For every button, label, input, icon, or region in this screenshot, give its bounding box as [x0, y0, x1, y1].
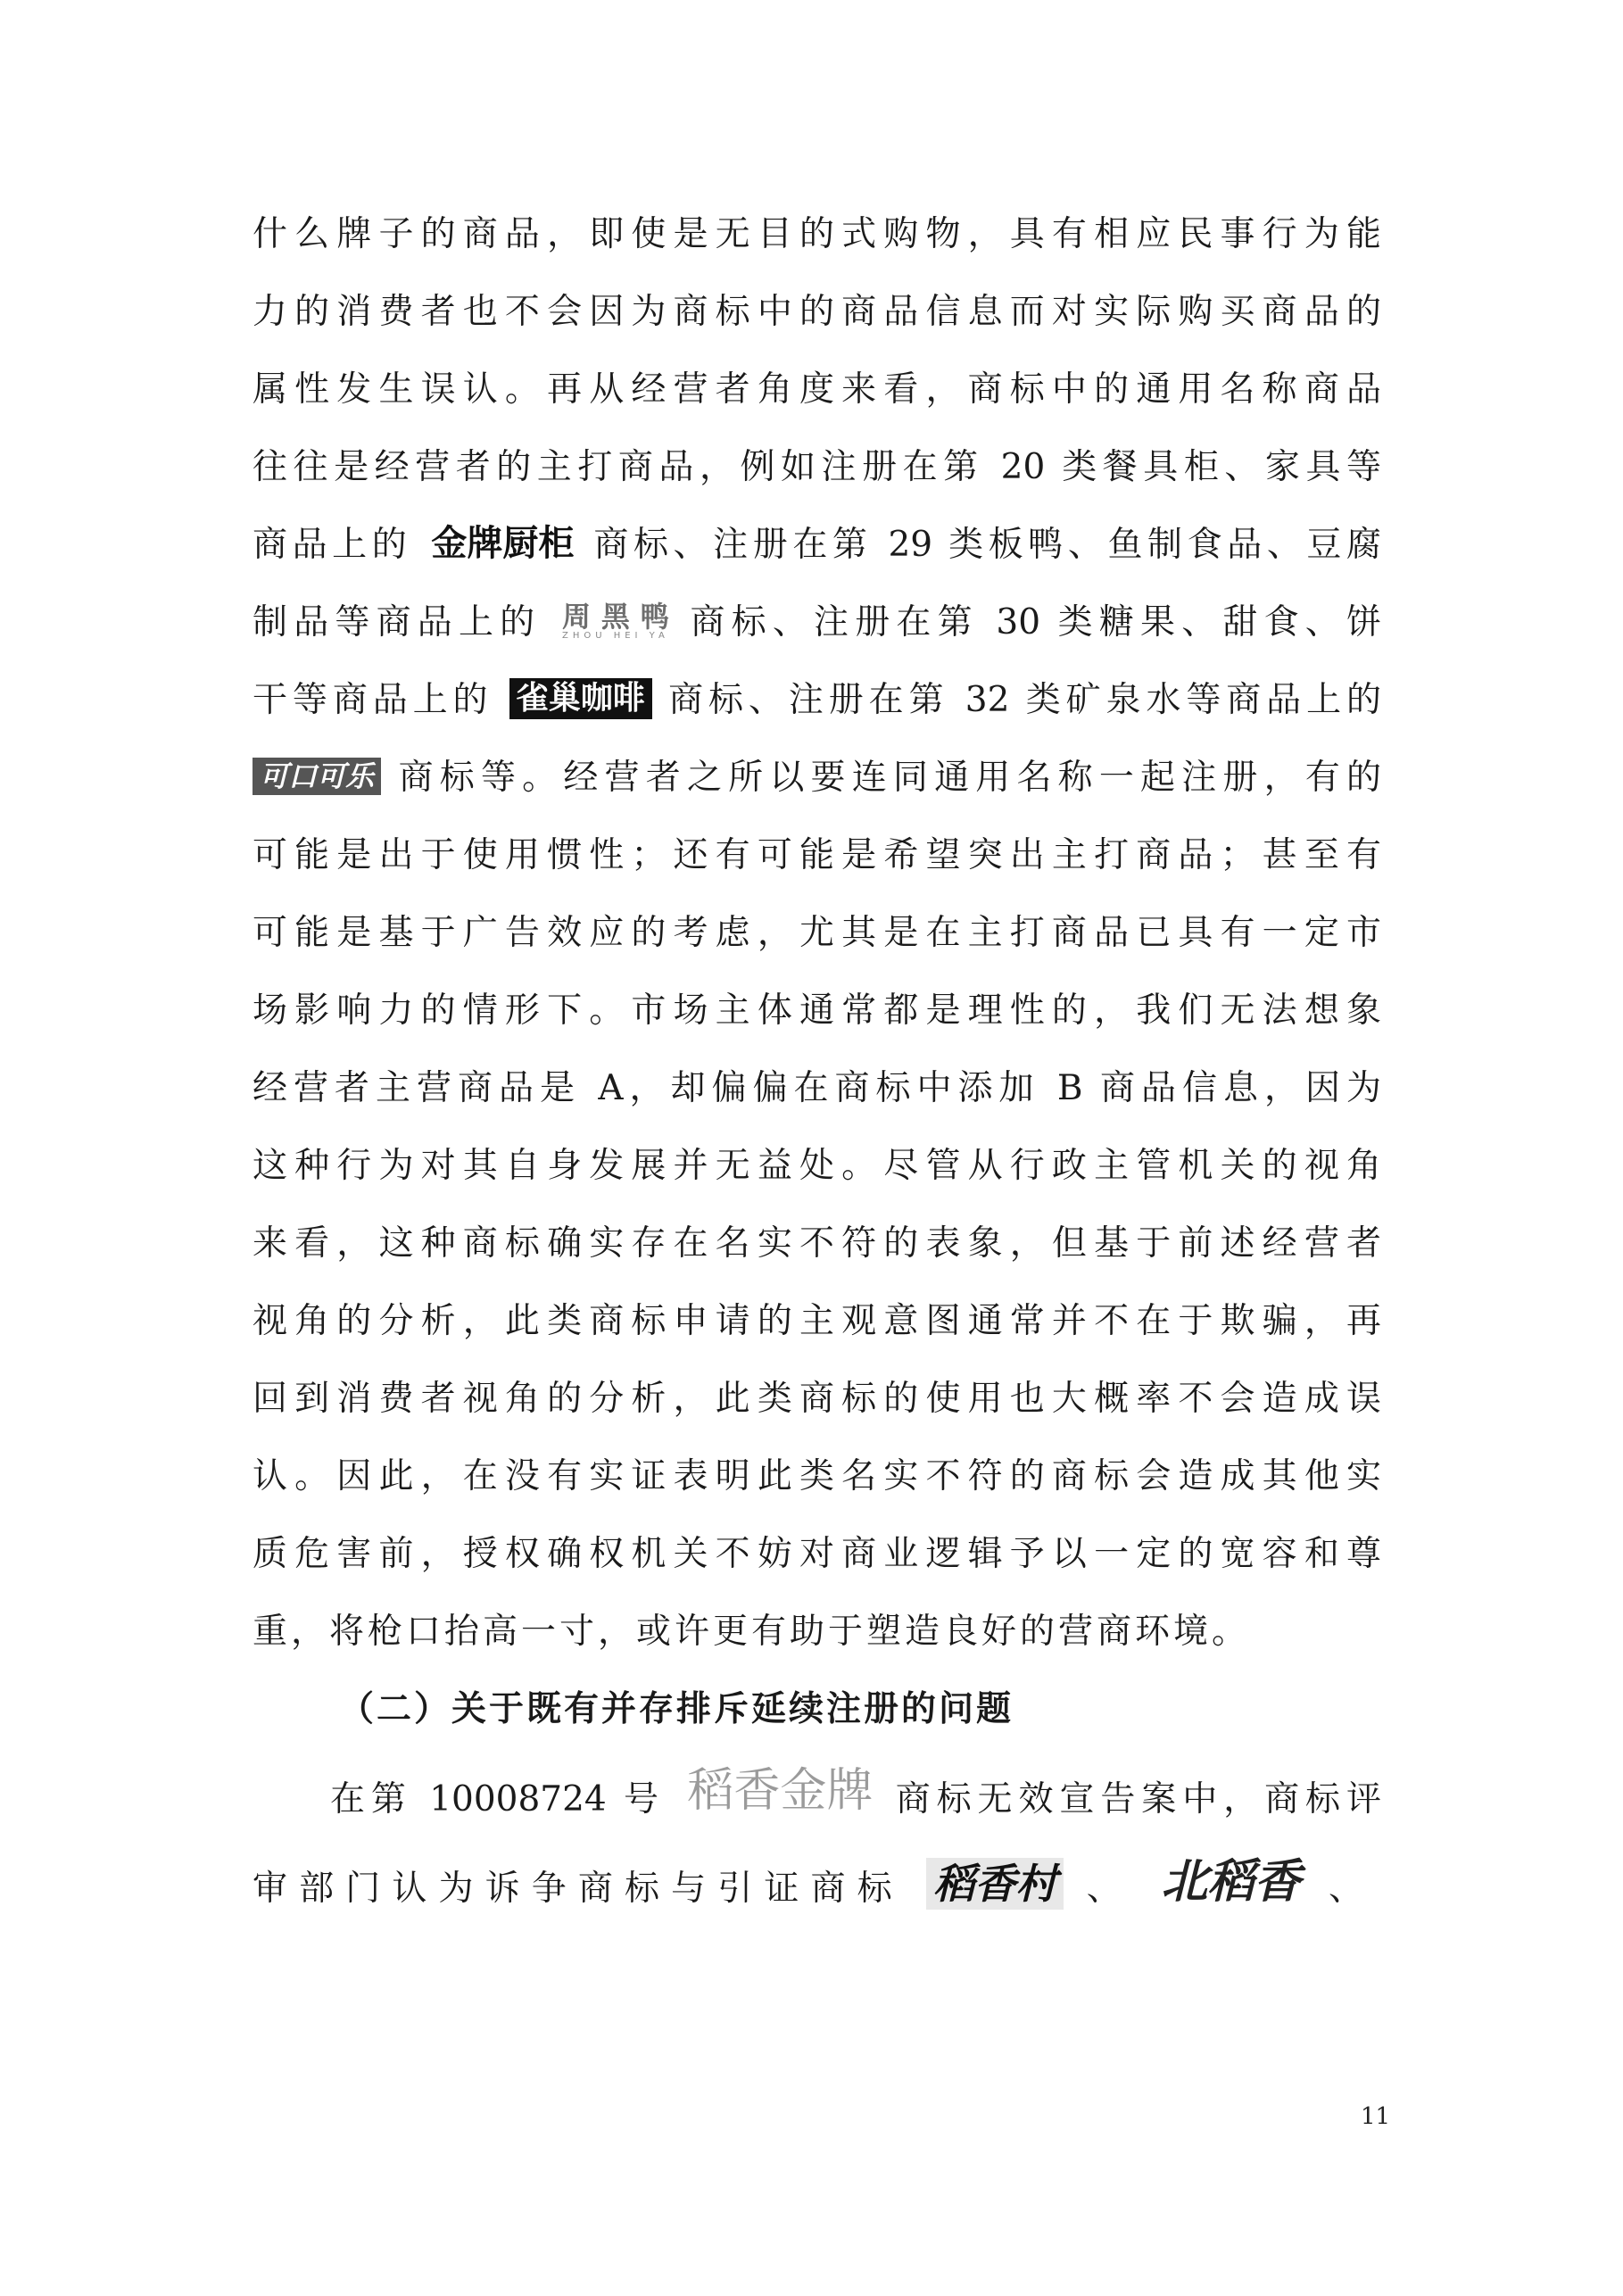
text-line: [330, 1764, 1381, 1827]
text-line: 来看，这种商标确实存在名实不符的表象，但基于前述经营者: [253, 1223, 1381, 1264]
text-span: 干等商品上的: [253, 680, 493, 720]
separator: 、: [1086, 1869, 1133, 1909]
text-span: 在第 10008724 号: [330, 1779, 665, 1819]
zhouheiya-trademark-logo: [559, 599, 673, 641]
text-span: 商标、注册在第 30 类糖果、甜食、饼: [690, 602, 1381, 642]
text-line: [253, 751, 1381, 805]
text-line: [253, 674, 1381, 727]
text-span: 商标、注册在第 32 类矿泉水等商品上的: [668, 680, 1381, 720]
text-line: 重，将枪口抬高一寸，或许更有助于塑造良好的营商环境。: [253, 1612, 1251, 1652]
text-line: 这种行为对其自身发展并无益处。尽管从行政主管机关的视角: [253, 1146, 1381, 1186]
text-line: [253, 596, 1381, 650]
text-span: 审部门认为诉争商标与引证商标: [253, 1869, 904, 1909]
logo-subtext: ZHOU HEI YA: [561, 630, 669, 641]
daoxiang-jinpai-trademark-logo: 稻香金牌: [687, 1764, 874, 1818]
text-line: 力的消费者也不会因为商标中的商品信息而对实际购买商品的: [253, 292, 1381, 332]
text-line: 属性发生误认。再从经营者角度来看，商标中的通用名称商品: [253, 369, 1381, 410]
text-line: 什么牌子的商品，即使是无目的式购物，具有相应民事行为能: [253, 214, 1381, 254]
text-span: 商标无效宣告案中，商标评: [895, 1779, 1381, 1819]
text-span: 制品等商品上的: [253, 602, 542, 642]
text-span: 商品上的: [253, 525, 412, 565]
text-line: 视角的分析，此类商标申请的主观意图通常并不在于欺骗，再: [253, 1301, 1381, 1341]
text-line: 质危害前，授权确权机关不妨对商业逻辑予以一定的宽容和尊: [253, 1534, 1381, 1574]
text-line: 场影响力的情形下。市场主体通常都是理性的，我们无法想象: [253, 991, 1381, 1031]
text-line: 往往是经营者的主打商品，例如注册在第 20 类餐具柜、家具等: [253, 447, 1381, 487]
separator: 、: [1328, 1869, 1363, 1909]
text-line: 可能是出于使用惯性；还有可能是希望突出主打商品；甚至有: [253, 835, 1381, 875]
text-line: [253, 518, 1381, 572]
jinpai-trademark-logo: 金牌厨柜: [431, 523, 575, 564]
nestle-coffee-trademark-logo: 雀巢咖啡: [509, 678, 652, 719]
text-span: 商标、注册在第 29 类板鸭、鱼制食品、豆腐: [593, 525, 1382, 565]
cocacola-trademark-logo: 可口可乐: [253, 758, 381, 795]
text-span: 商标等。经营者之所以要连同通用名称一起注册，有的: [398, 758, 1381, 798]
text-line: 认。因此，在没有实证表明此类名实不符的商标会造成其他实: [253, 1456, 1381, 1496]
text-line: 经营者主营商品是 A，却偏偏在商标中添加 B 商品信息，因为: [253, 1068, 1381, 1108]
section-heading: （二）关于既有并存排斥延续注册的问题: [339, 1689, 1014, 1729]
beidaoxiang-trademark-logo: 北稻香: [1161, 1855, 1301, 1909]
daoxiangcun-trademark-logo: 稻香村: [926, 1858, 1064, 1910]
logo-text: 周黑鸭: [561, 599, 669, 634]
page-number: 11: [1361, 2103, 1391, 2130]
text-line: 回到消费者视角的分析，此类商标的使用也大概率不会造成误: [253, 1379, 1381, 1419]
text-line: [253, 1855, 1363, 1916]
text-line: 可能是基于广告效应的考虑，尤其是在主打商品已具有一定市: [253, 913, 1381, 953]
